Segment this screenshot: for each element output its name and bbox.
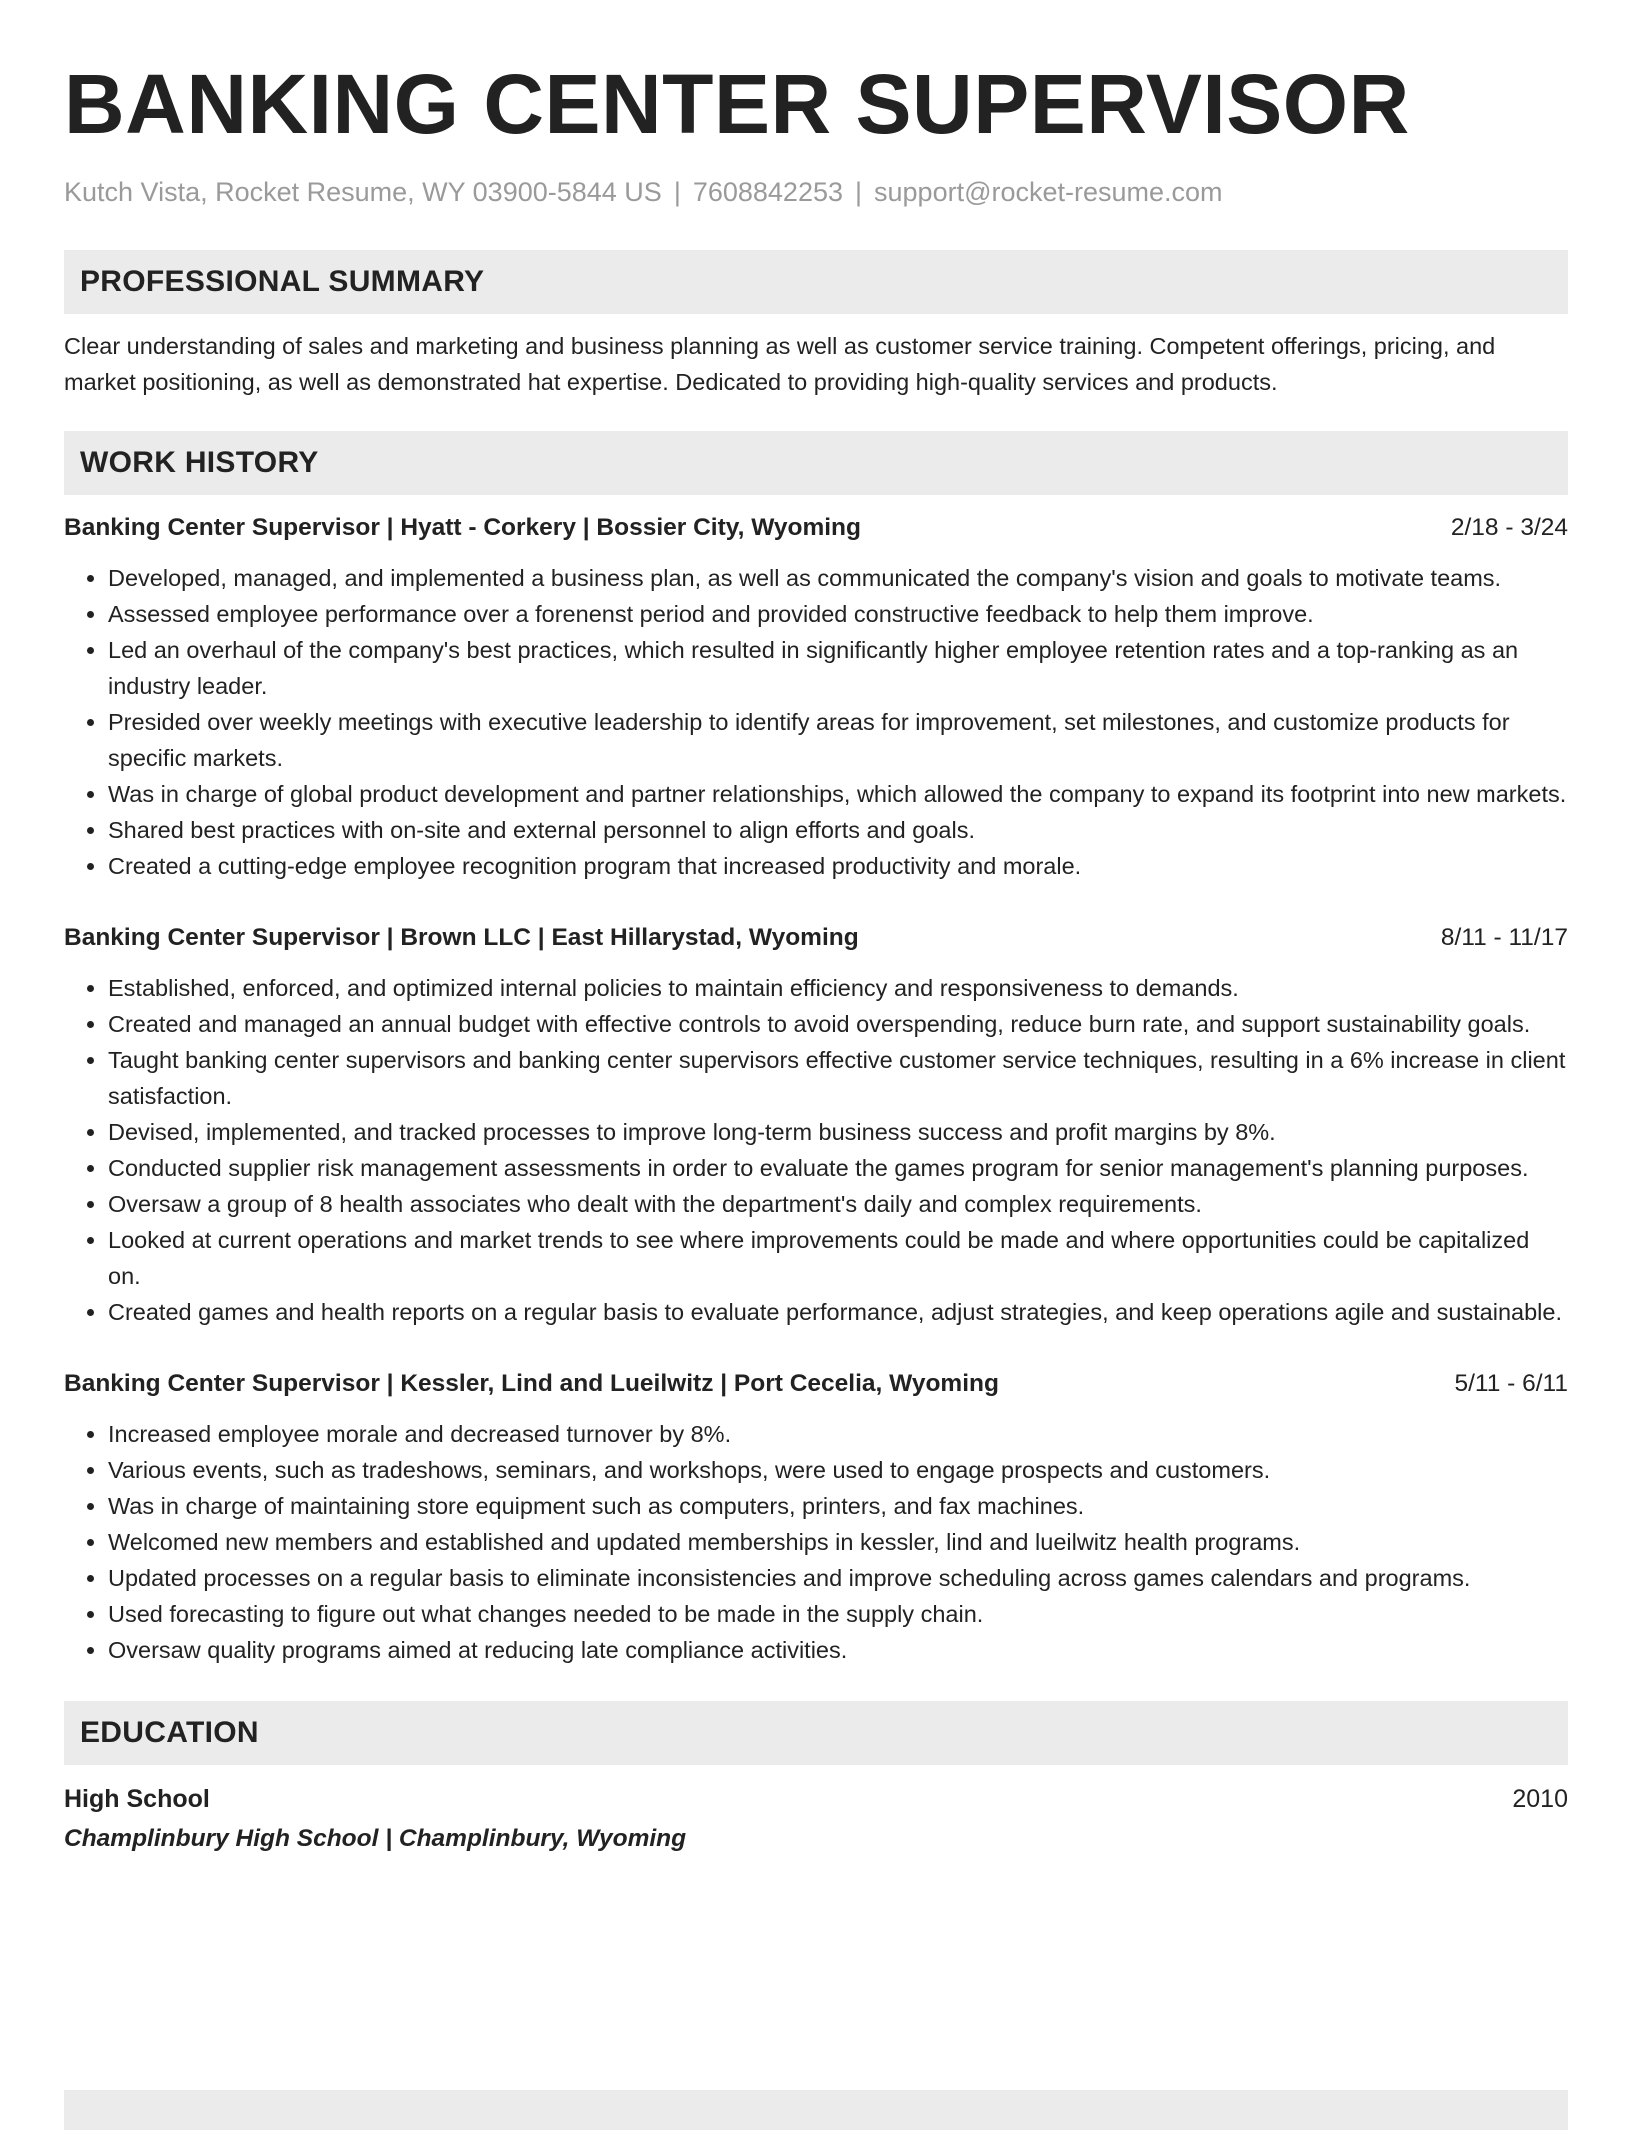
education-degree: High School	[64, 1785, 210, 1813]
contact-line	[64, 174, 1568, 210]
contact-separator: |	[673, 177, 681, 207]
list-item: • Presided over weekly meetings with executive leadership to identify areas for improvement, set milestones, and customize products for specific markets.	[108, 704, 1568, 776]
candidate-name: BANKING CENTER SUPERVISOR	[64, 57, 1410, 151]
job-title: Banking Center Supervisor | Hyatt - Corkery | Bossier City, Wyoming	[64, 514, 861, 541]
list-item: • Looked at current operations and market trends to see where improvements could be made and where opportunities could be capitalized on.	[108, 1222, 1568, 1294]
list-item: • Created a cutting-edge employee recognition program that increased productivity and morale.	[108, 848, 1568, 884]
list-item: • Shared best practices with on-site and external personnel to align efforts and goals.	[108, 812, 1568, 848]
list-item: • Devised, implemented, and tracked processes to improve long-term business success and profit margins by 8%.	[108, 1114, 1568, 1150]
section-header-summary: PROFESSIONAL SUMMARY	[64, 250, 1568, 314]
list-item: • Was in charge of global product development and partner relationships, which allowed the company to expand its footprint into new markets.	[108, 776, 1568, 812]
list-item: • Was in charge of maintaining store equipment such as computers, printers, and fax machines.	[108, 1488, 1568, 1524]
list-item: • Assessed employee performance over a forenenst period and provided constructive feedback to help them improve.	[108, 596, 1568, 632]
job-bullets	[64, 970, 1568, 1330]
summary-text: Clear understanding of sales and marketing and business planning as well as customer service training. Competent offerings, pricing, and market positioning, as well as demonstrated hat expertise. Dedicated to providing high-quality services and products.	[64, 333, 1496, 395]
list-item: • Established, enforced, and optimized internal policies to maintain efficiency and responsiveness to demands.	[108, 970, 1568, 1006]
job-dates: 2/18 - 3/24	[1450, 514, 1568, 541]
list-item: • Various events, such as tradeshows, seminars, and workshops, were used to engage prospects and customers.	[108, 1452, 1568, 1488]
section-header-work-history: WORK HISTORY	[64, 431, 1568, 495]
job-entry	[64, 920, 1568, 1330]
work-history-list	[64, 510, 1568, 1668]
job-bullets	[64, 1416, 1568, 1668]
list-item: • Welcomed new members and established and updated memberships in kessler, lind and lueilwitz health programs.	[108, 1524, 1568, 1560]
education-year: 2010	[1512, 1785, 1568, 1813]
list-item: • Updated processes on a regular basis to eliminate inconsistencies and improve scheduling across games calendars and programs.	[108, 1560, 1568, 1596]
contact-phone: 7608842253	[692, 177, 843, 207]
job-dates: 5/11 - 6/11	[1454, 1370, 1568, 1397]
list-item: • Developed, managed, and implemented a business plan, as well as communicated the company's vision and goals to motivate teams.	[108, 560, 1568, 596]
job-bullets	[64, 560, 1568, 884]
job-entry	[64, 1366, 1568, 1668]
job-heading-row	[64, 920, 1568, 956]
education-school: Champlinbury High School | Champlinbury, Wyoming	[64, 1825, 687, 1852]
resume-page	[64, 56, 1568, 1857]
job-title: Banking Center Supervisor | Kessler, Lind and Lueilwitz | Port Cecelia, Wyoming	[64, 1370, 999, 1397]
list-item: • Oversaw a group of 8 health associates who dealt with the department's daily and complex requirements.	[108, 1186, 1568, 1222]
job-dates: 8/11 - 11/17	[1440, 924, 1568, 951]
section-header-next	[64, 2090, 1568, 2130]
contact-address: Kutch Vista, Rocket Resume, WY 03900-5844 US	[64, 177, 662, 207]
job-title: Banking Center Supervisor | Brown LLC | East Hillarystad, Wyoming	[64, 924, 859, 951]
list-item: • Led an overhaul of the company's best practices, which resulted in significantly higher employee retention rates and a top-ranking as an industry leader.	[108, 632, 1568, 704]
education-row	[64, 1781, 1568, 1817]
list-item: • Conducted supplier risk management assessments in order to evaluate the games program for senior management's planning purposes.	[108, 1150, 1568, 1186]
list-item: • Increased employee morale and decreased turnover by 8%.	[108, 1416, 1568, 1452]
contact-email: support@rocket-resume.com	[874, 177, 1223, 207]
list-item: • Created games and health reports on a regular basis to evaluate performance, adjust strategies, and keep operations agile and sustainable.	[108, 1294, 1568, 1330]
job-heading-row	[64, 1366, 1568, 1402]
list-item: • Oversaw quality programs aimed at reducing late compliance activities.	[108, 1632, 1568, 1668]
list-item: • Used forecasting to figure out what changes needed to be made in the supply chain.	[108, 1596, 1568, 1632]
job-heading-row	[64, 510, 1568, 546]
job-entry	[64, 510, 1568, 884]
list-item: • Taught banking center supervisors and banking center supervisors effective customer service techniques, resulting in a 6% increase in client satisfaction.	[108, 1042, 1568, 1114]
list-item: • Created and managed an annual budget with effective controls to avoid overspending, reduce burn rate, and support sustainability goals.	[108, 1006, 1568, 1042]
section-header-education: EDUCATION	[64, 1701, 1568, 1765]
contact-separator: |	[855, 177, 863, 207]
